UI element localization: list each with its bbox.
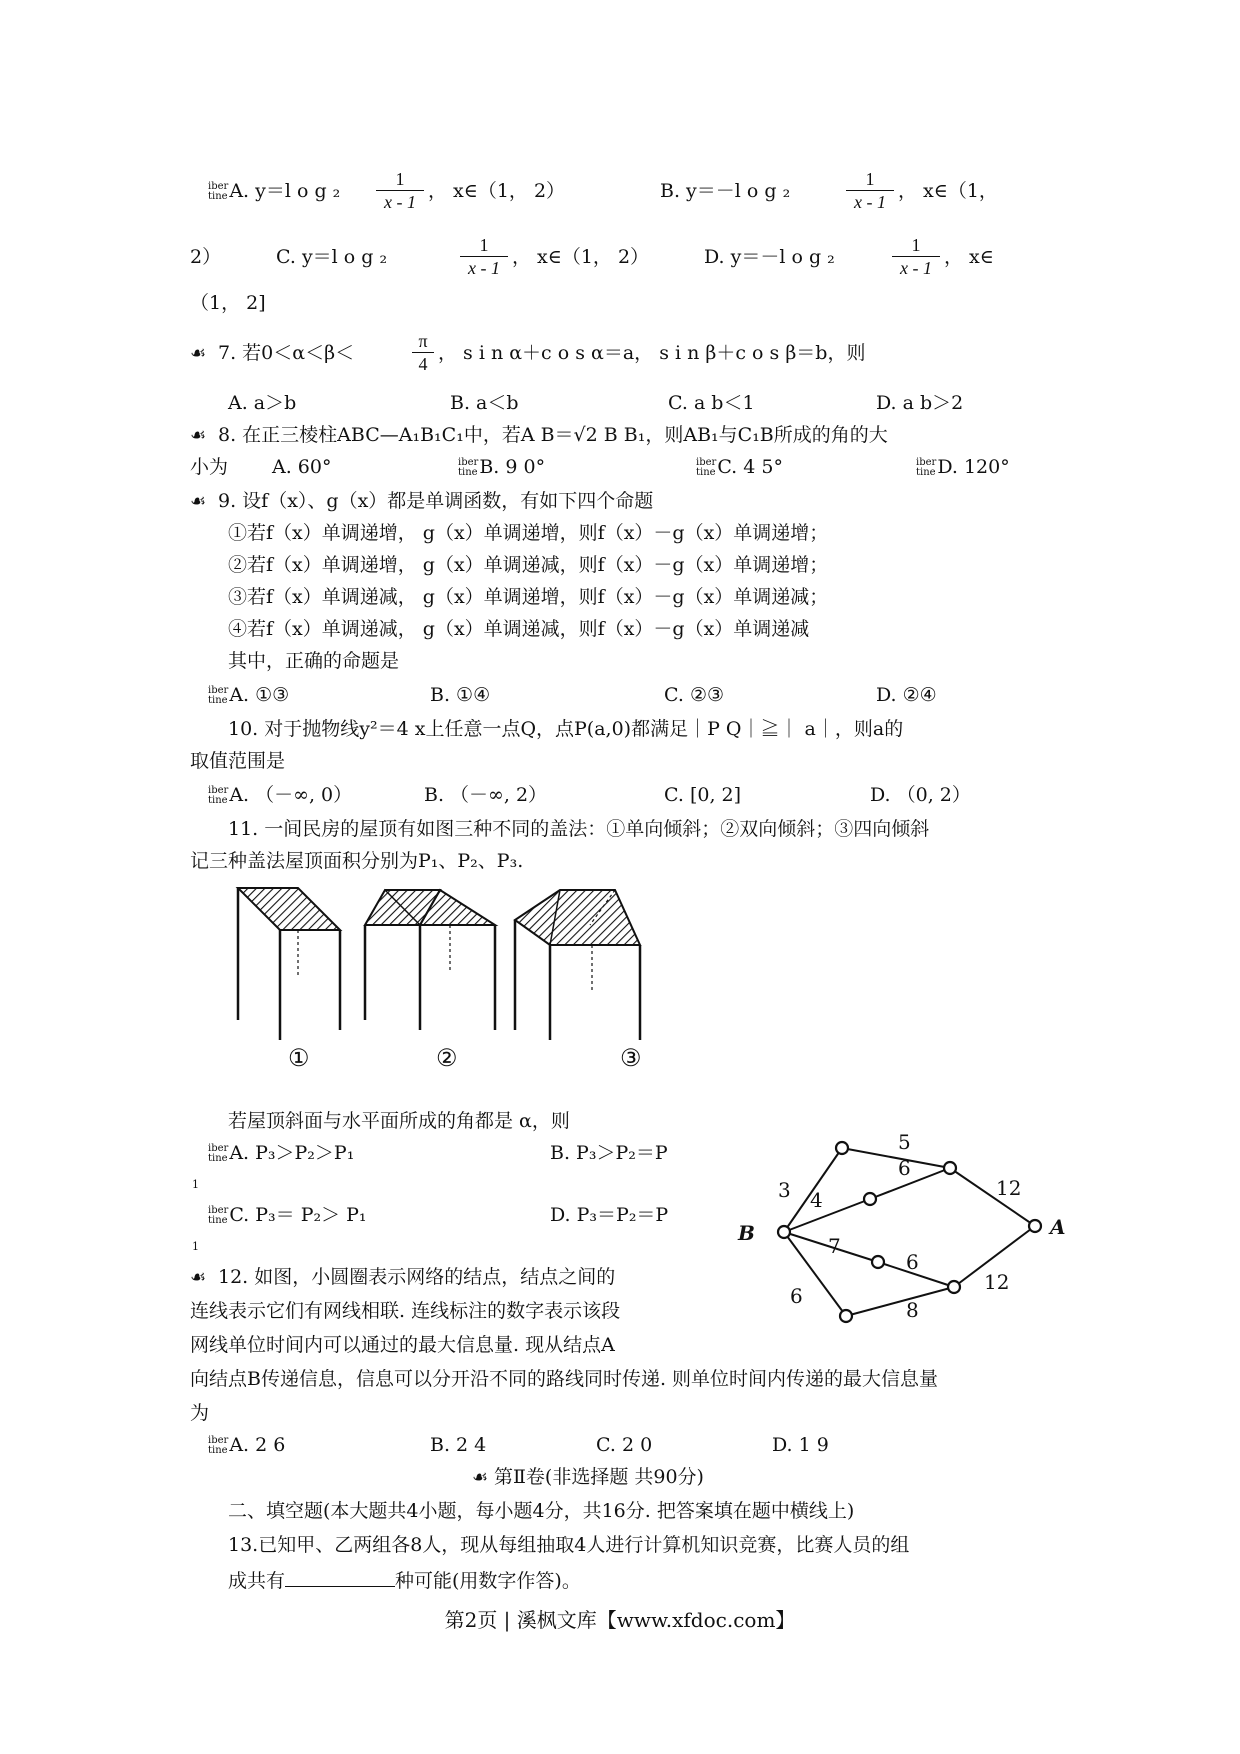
q6-option-a-domain: ， x∈（1， 2） bbox=[428, 180, 566, 202]
margin-mark: iber tine bbox=[208, 1205, 229, 1226]
q9-question: 其中，正确的命题是 bbox=[228, 650, 400, 672]
q6-option-c: C. y＝l o g ₂ bbox=[276, 246, 388, 268]
figure-label: ① bbox=[288, 1044, 310, 1072]
q8-stem: ☙ 8. 在正三棱柱ABC—A₁B₁C₁中，若A B＝√2 B B₁，则AB₁与C₁B所成的角的大 bbox=[190, 422, 888, 449]
q9-option-b: B. ①④ bbox=[430, 684, 491, 706]
q12-option-b: B. 2 4 bbox=[430, 1434, 487, 1456]
q8-option-c: iber tine C. 4 5° bbox=[696, 456, 783, 478]
roof-single-slope bbox=[238, 888, 340, 1040]
q6-option-b: B. y＝－l o g ₂ bbox=[660, 180, 791, 202]
q10-option-b: B. （－∞, 2） bbox=[424, 784, 548, 806]
margin-mark: iber tine bbox=[696, 457, 717, 478]
q10-option-d: D. （0, 2） bbox=[870, 784, 971, 806]
q6-option-b-domain: ， x∈（1， bbox=[898, 180, 998, 202]
q7-option-b: B. a＜b bbox=[450, 392, 519, 414]
q6-continuation: （1， 2] bbox=[190, 292, 266, 314]
q11-stem-tail: 记三种盖法屋顶面积分别为P₁、P₂、P₃. bbox=[190, 850, 524, 872]
edge-label: 8 bbox=[906, 1298, 919, 1322]
q7-stem: ☙ 7. 若0＜α＜β＜ bbox=[190, 340, 354, 367]
q11-option-c: iber tine C. P₃＝ P₂＞ P₁ bbox=[208, 1204, 367, 1226]
q9-proposition: ③若f（x）单调递减， g（x）单调递增，则f（x）－g（x）单调递减； bbox=[228, 586, 829, 608]
fraction: $\frac{1}{x - 1}$ bbox=[460, 234, 508, 279]
answer-blank[interactable] bbox=[285, 1566, 395, 1587]
q8-stem-tail: 小为 bbox=[190, 456, 229, 478]
q11-option-d: D. P₃＝P₂＝P bbox=[550, 1204, 669, 1226]
q6-option-c-domain: ， x∈（1， 2） bbox=[512, 246, 650, 268]
edge-label: 7 bbox=[828, 1234, 841, 1258]
section-heading: 二、填空题(本大题共4小题，每小题4分，共16分. 把答案填在题中横线上) bbox=[228, 1500, 855, 1522]
bullet-icon: ☙ bbox=[190, 425, 207, 446]
q7-stem-tail: ， s i n α＋c o s α＝a， s i n β＋c o s β＝b，则 bbox=[438, 342, 866, 364]
q11-option-a: iber tine A. P₃＞P₂＞P₁ bbox=[208, 1142, 355, 1164]
page-footer: 第2页 | 溪枫文库【www.xfdoc.com】 bbox=[444, 1608, 796, 1632]
q9-proposition: ②若f（x）单调递增， g（x）单调递减，则f（x）－g（x）单调递增； bbox=[228, 554, 829, 576]
bullet-icon: ☙ bbox=[472, 1467, 489, 1488]
edge-label: 3 bbox=[778, 1178, 791, 1202]
roof-double-slope bbox=[365, 890, 495, 1030]
q11-option-b: B. P₃＞P₂＝P bbox=[550, 1142, 668, 1164]
q8-option-d: iber tine D. 120° bbox=[916, 456, 1010, 478]
q7-option-d: D. a b＞2 bbox=[876, 392, 964, 414]
subscript-overflow: 1 bbox=[192, 1178, 199, 1191]
q8-option-a: A. 60° bbox=[272, 456, 332, 478]
q12-option-c: C. 2 0 bbox=[596, 1434, 653, 1456]
fraction: $\frac{1}{x - 1}$ bbox=[376, 168, 424, 213]
margin-mark: iber tine bbox=[208, 1143, 229, 1164]
q8-option-b: iber tine B. 9 0° bbox=[458, 456, 546, 478]
q11-stem: 11. 一间民房的屋顶有如图三种不同的盖法：①单向倾斜；②双向倾斜；③四向倾斜 bbox=[228, 818, 930, 840]
margin-mark: iber tine bbox=[208, 1435, 229, 1456]
network-graph bbox=[762, 1128, 1094, 1342]
q12-option-a: iber tine A. 2 6 bbox=[208, 1434, 286, 1456]
q9-option-d: D. ②④ bbox=[876, 684, 937, 706]
edge-label: 6 bbox=[906, 1250, 919, 1274]
fraction: $\frac{1}{x - 1}$ bbox=[892, 234, 940, 279]
q12-stem-line: 网线单位时间内可以通过的最大信息量. 现从结点A bbox=[190, 1334, 615, 1356]
edge-label: 5 bbox=[898, 1130, 911, 1154]
q7-option-a: A. a＞b bbox=[228, 392, 297, 414]
fraction: $\frac{\pi}{4}$ bbox=[412, 330, 434, 375]
roof-four-slope bbox=[515, 890, 640, 1040]
edge-label: 6 bbox=[790, 1284, 803, 1308]
edge-label: 6 bbox=[898, 1156, 911, 1180]
q10-stem-tail: 取值范围是 bbox=[190, 750, 286, 772]
margin-mark: iber tine bbox=[916, 457, 937, 478]
edge-label: 4 bbox=[810, 1188, 823, 1212]
margin-mark: iber tine bbox=[458, 457, 479, 478]
q12-stem-line: 为 bbox=[190, 1402, 210, 1424]
margin-mark: iber tine bbox=[208, 181, 229, 202]
q9-proposition: ①若f（x）单调递增， g（x）单调递增，则f（x）－g（x）单调递增； bbox=[228, 522, 829, 544]
bullet-icon: ☙ bbox=[190, 343, 207, 364]
q12-stem: ☙ 12. 如图，小圆圈表示网络的结点，结点之间的 bbox=[190, 1264, 615, 1291]
q6-option-d: D. y＝－l o g ₂ bbox=[704, 246, 835, 268]
edge-label: 12 bbox=[996, 1176, 1022, 1200]
q10-option-a: iber tine A. （－∞, 0） bbox=[208, 784, 353, 806]
q11-question: 若屋顶斜面与水平面所成的角都是 α，则 bbox=[228, 1110, 570, 1132]
node-label-a: A bbox=[1050, 1215, 1066, 1239]
edge-label: 12 bbox=[984, 1270, 1010, 1294]
subscript-overflow: 1 bbox=[192, 1240, 199, 1253]
q9-option-c: C. ②③ bbox=[664, 684, 725, 706]
q7-option-c: C. a b＜1 bbox=[668, 392, 755, 414]
q12-stem-line: 连线表示它们有网线相联. 连线标注的数字表示该段 bbox=[190, 1300, 621, 1322]
q13-stem: 13.已知甲、乙两组各8人，现从每组抽取4人进行计算机知识竞赛，比赛人员的组 bbox=[228, 1534, 910, 1556]
node-label-b: B bbox=[738, 1221, 755, 1245]
q9-stem: ☙ 9. 设f（x）、g（x）都是单调函数，有如下四个命题 bbox=[190, 488, 653, 515]
q12-stem-line: 向结点B传递信息，信息可以分开沿不同的路线同时传递. 则单位时间内传递的最大信息量 bbox=[190, 1368, 939, 1390]
q9-proposition: ④若f（x）单调递减， g（x）单调递减，则f（x）－g（x）单调递减 bbox=[228, 618, 810, 640]
bullet-icon: ☙ bbox=[190, 491, 207, 512]
q6-option-d-domain: ， x∈ bbox=[944, 246, 994, 268]
q6-continuation: 2） bbox=[190, 246, 222, 268]
figure-label: ② bbox=[436, 1044, 458, 1072]
margin-mark: iber tine bbox=[208, 685, 229, 706]
q10-stem: 10. 对于抛物线y²＝4 x上任意一点Q，点P(a,0)都满足｜P Q｜≧｜ a｜，则a的 bbox=[228, 718, 904, 740]
figure-label: ③ bbox=[620, 1044, 642, 1072]
margin-mark: iber tine bbox=[208, 785, 229, 806]
q6-option-a: iber tine A. y＝l o g ₂ bbox=[208, 180, 341, 202]
q12-option-d: D. 1 9 bbox=[772, 1434, 829, 1456]
fraction: $\frac{1}{x - 1}$ bbox=[846, 168, 894, 213]
part2-title: ☙ 第Ⅱ卷(非选择题 共90分) bbox=[472, 1464, 704, 1491]
bullet-icon: ☙ bbox=[190, 1267, 207, 1288]
q9-option-a: iber tine A. ①③ bbox=[208, 684, 290, 706]
q10-option-c: C. [0, 2] bbox=[664, 784, 742, 806]
q13-stem-tail: 成共有 种可能(用数字作答)。 bbox=[228, 1566, 581, 1594]
